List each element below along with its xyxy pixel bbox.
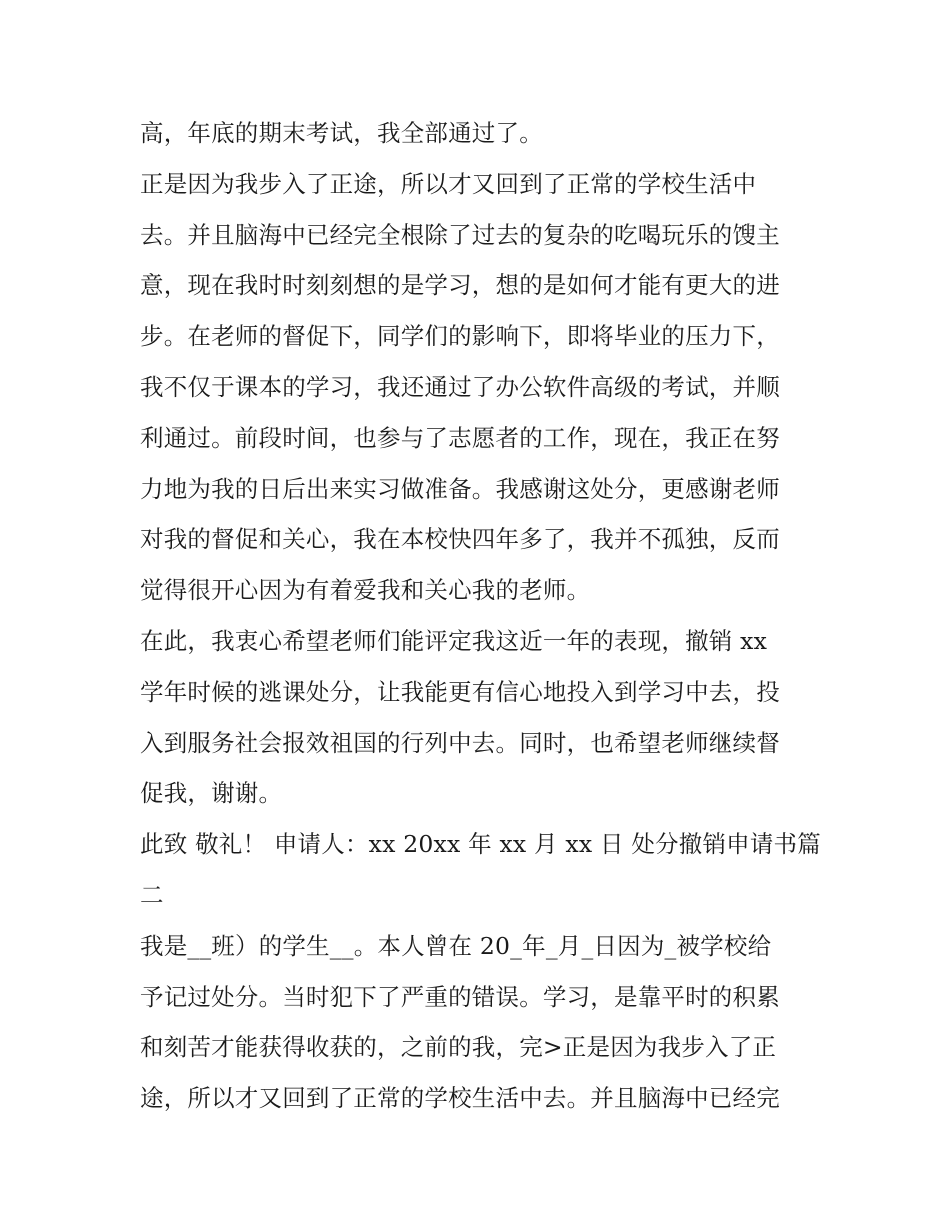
text-line: 我不仅于课本的学习，我还通过了办公软件高级的考试，并顺 xyxy=(140,372,780,401)
text-line: 予记过处分。当时犯下了严重的错误。学习，是靠平时的积累 xyxy=(140,982,780,1011)
document-body xyxy=(140,108,820,1124)
text-line: 和刻苦才能获得收获的，之前的我，完>正是因为我步入了正 xyxy=(140,1033,777,1062)
text-line: 力地为我的日后出来实习做准备。我感谢这处分，更感谢老师 xyxy=(140,474,780,503)
text-line: 高，年底的期末考试，我全部通过了。 xyxy=(140,119,543,147)
text-line: 步。在老师的督促下，同学们的影响下，即将毕业的压力下， xyxy=(140,322,780,351)
text-line: 我是__班）的学生__。本人曾在 20_年_月_日因为_被学校给 xyxy=(140,931,772,960)
text-line: 意，现在我时时刻刻想的是学习，想的是如何才能有更大的进 xyxy=(140,271,780,300)
text-line: 觉得很开心因为有着爱我和关心我的老师。 xyxy=(140,576,591,605)
text-line: 在此，我衷心希望老师们能评定我这近一年的表现，撤销 xx xyxy=(140,626,768,655)
text-line: 促我，谢谢。 xyxy=(140,779,283,808)
text-line: 去。并且脑海中已经完全根除了过去的复杂的吃喝玩乐的馊主 xyxy=(140,220,780,249)
text-line: 正是因为我步入了正途，所以才又回到了正常的学校生活中 xyxy=(140,169,757,198)
text-line: 对我的督促和关心，我在本校快四年多了，我并不孤独，反而 xyxy=(140,525,780,554)
text-line: 二 xyxy=(140,880,164,909)
text-line: 学年时候的逃课处分，让我能更有信心地投入到学习中去，投 xyxy=(140,677,780,706)
text-line: 途，所以才又回到了正常的学校生活中去。并且脑海中已经完 xyxy=(140,1084,780,1113)
text-line: 入到服务社会报效祖国的行列中去。同时，也希望老师继续督 xyxy=(140,728,780,757)
text-line: 利通过。前段时间，也参与了志愿者的工作，现在，我正在努 xyxy=(140,423,780,452)
text-line: 此致 敬礼！ 申请人：xx 20xx 年 xx 月 xx 日 处分撤销申请书篇 xyxy=(140,830,821,859)
